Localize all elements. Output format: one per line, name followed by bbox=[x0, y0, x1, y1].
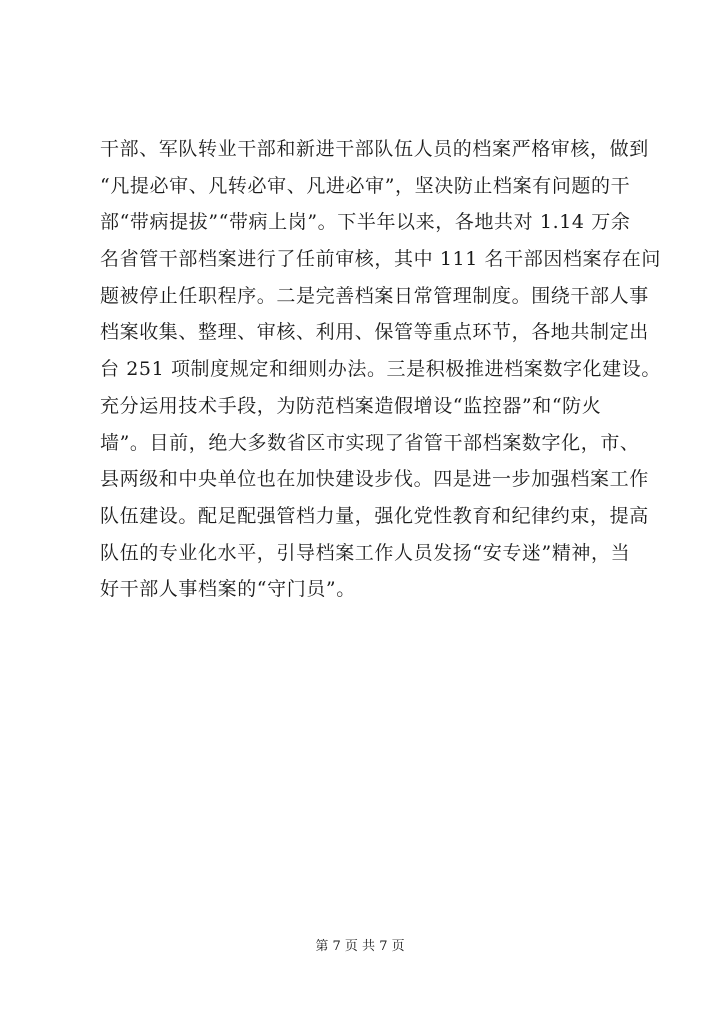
text-line: “凡提必审、凡转必审、凡进必审”，坚决防止档案有问题的干 bbox=[100, 174, 631, 197]
text-line: 队伍建设。配足配强管档力量，强化党性教育和纪律约束，提高 bbox=[100, 504, 649, 527]
body-text bbox=[100, 131, 700, 608]
text-line: 好干部人事档案的“守门员”。 bbox=[100, 578, 356, 601]
text-line: 题被停止任职程序。二是完善档案日常管理制度。围绕干部人事 bbox=[100, 284, 649, 307]
text-line: 部“带病提拔”“带病上岗”。下半年以来，各地共对 1.14 万余 bbox=[100, 211, 631, 234]
text-line: 县两级和中央单位也在加快建设步伐。四是进一步加强档案工作 bbox=[100, 468, 649, 491]
page-number-label: 第 7 页 共 7 页 bbox=[315, 939, 405, 954]
text-line: 墙”。目前，绝大多数省区市实现了省管干部档案数字化，市、 bbox=[100, 431, 640, 454]
text-line: 名省管干部档案进行了任前审核，其中 111 名干部因档案存在问 bbox=[100, 248, 661, 271]
text-line: 队伍的专业化水平，引导档案工作人员发扬“安专迷”精神，当 bbox=[100, 541, 631, 564]
text-line: 充分运用技术手段，为防范档案造假增设“监控器”和“防火 bbox=[100, 394, 602, 417]
text-line: 台 251 项制度规定和细则办法。三是积极推进档案数字化建设。 bbox=[100, 358, 661, 381]
text-line: 档案收集、整理、审核、利用、保管等重点环节，各地共制定出 bbox=[100, 321, 649, 344]
page-footer bbox=[0, 938, 720, 956]
text-line: 干部、军队转业干部和新进干部队伍人员的档案严格审核，做到 bbox=[100, 138, 649, 160]
